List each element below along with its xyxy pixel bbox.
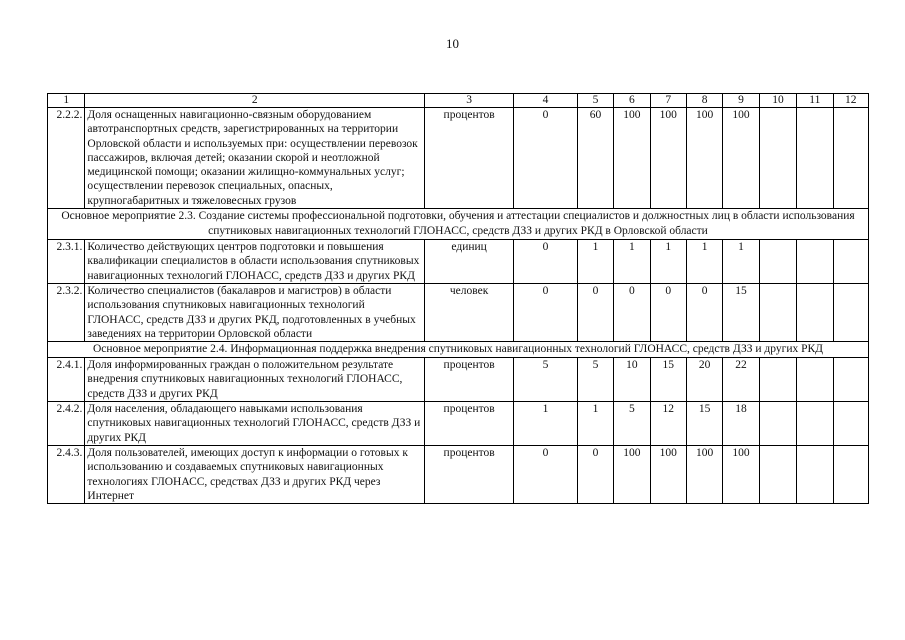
- column-header: 10: [759, 94, 796, 108]
- value-cell: 5: [614, 402, 650, 446]
- row-number: 2.3.2.: [48, 283, 85, 341]
- value-cell: 100: [650, 108, 686, 209]
- value-cell: 100: [686, 445, 722, 503]
- column-header: 6: [614, 94, 650, 108]
- value-cell: [797, 402, 833, 446]
- value-cell: [833, 445, 868, 503]
- column-header: 1: [48, 94, 85, 108]
- value-cell: [759, 445, 796, 503]
- section-row: [48, 209, 869, 240]
- value-cell: 100: [614, 445, 650, 503]
- table-row: [48, 445, 869, 503]
- value-cell: [797, 283, 833, 341]
- value-cell: 0: [614, 283, 650, 341]
- value-cell: 0: [577, 283, 613, 341]
- unit-of-measure: процентов: [425, 402, 514, 446]
- column-header: 2: [85, 94, 425, 108]
- value-cell: 0: [686, 283, 722, 341]
- unit-of-measure: процентов: [425, 108, 514, 209]
- value-cell: [833, 402, 868, 446]
- value-cell: 100: [650, 445, 686, 503]
- value-cell: 1: [686, 240, 722, 284]
- table-row: [48, 240, 869, 284]
- table-row: [48, 283, 869, 341]
- value-cell: 15: [650, 358, 686, 402]
- unit-of-measure: человек: [425, 283, 514, 341]
- value-cell: 100: [723, 445, 759, 503]
- value-cell: [797, 108, 833, 209]
- column-header: 5: [577, 94, 613, 108]
- value-cell: 5: [514, 358, 578, 402]
- value-cell: 0: [514, 445, 578, 503]
- value-cell: [833, 283, 868, 341]
- value-cell: [759, 108, 796, 209]
- value-cell: [797, 445, 833, 503]
- value-cell: 0: [514, 108, 578, 209]
- column-header: 7: [650, 94, 686, 108]
- column-header: 11: [797, 94, 833, 108]
- unit-of-measure: процентов: [425, 358, 514, 402]
- table-row: [48, 358, 869, 402]
- value-cell: 22: [723, 358, 759, 402]
- unit-of-measure: процентов: [425, 445, 514, 503]
- table-row: [48, 108, 869, 209]
- value-cell: 1: [723, 240, 759, 284]
- section-title: Основное мероприятие 2.4. Информационная поддержка внедрения спутниковых навигационных технологий ГЛОНАСС, средств ДЗЗ и других РКД: [48, 342, 869, 358]
- value-cell: 18: [723, 402, 759, 446]
- value-cell: [833, 108, 868, 209]
- column-header-row: [48, 94, 869, 108]
- value-cell: [797, 240, 833, 284]
- row-number: 2.3.1.: [48, 240, 85, 284]
- row-number: 2.4.2.: [48, 402, 85, 446]
- value-cell: 100: [723, 108, 759, 209]
- indicator-name: Количество действующих центров подготовки и повышения квалификации специалистов в области использования спутниковых навигационных технологий ГЛОНАСС, средств ДЗЗ и других РКД: [85, 240, 425, 284]
- row-number: 2.2.2.: [48, 108, 85, 209]
- value-cell: 1: [577, 402, 613, 446]
- table-row: [48, 402, 869, 446]
- value-cell: 15: [686, 402, 722, 446]
- indicator-name: Количество специалистов (бакалавров и магистров) в области использования спутниковых навигационных технологий ГЛОНАСС, средств ДЗЗ и других РКД, подготовленных в учебных заведениях на территории Орловской области: [85, 283, 425, 341]
- value-cell: 60: [577, 108, 613, 209]
- value-cell: [759, 358, 796, 402]
- indicator-name: Доля пользователей, имеющих доступ к информации о готовых к использованию и создаваемых спутниковых навигационных технологиях ГЛОНАСС, средствах ДЗЗ и других РКД через Интернет: [85, 445, 425, 503]
- column-header: 12: [833, 94, 868, 108]
- value-cell: [797, 358, 833, 402]
- indicator-name: Доля оснащенных навигационно-связным оборудованием автотранспортных средств, зарегистрированных на территории Орловской области и используемых при: осуществлении перевозок пассажиров, включая детей; оказании скорой и неотложной медицинской помощи; оказании жилищно-коммунальных услуг; осуществлении перевозок специальных, опасных, крупногабаритных и тяжеловесных грузов: [85, 108, 425, 209]
- value-cell: [759, 402, 796, 446]
- value-cell: 10: [614, 358, 650, 402]
- value-cell: 0: [514, 240, 578, 284]
- value-cell: 1: [577, 240, 613, 284]
- page-number: 10: [446, 36, 459, 51]
- value-cell: 15: [723, 283, 759, 341]
- value-cell: 0: [650, 283, 686, 341]
- value-cell: 100: [614, 108, 650, 209]
- value-cell: 1: [514, 402, 578, 446]
- column-header: 8: [686, 94, 722, 108]
- row-number: 2.4.1.: [48, 358, 85, 402]
- indicator-name: Доля информированных граждан о положительном результате внедрения спутниковых навигационных технологий ГЛОНАСС, средств ДЗЗ и других РКД: [85, 358, 425, 402]
- indicators-table: [47, 93, 869, 504]
- value-cell: 12: [650, 402, 686, 446]
- column-header: 4: [514, 94, 578, 108]
- unit-of-measure: единиц: [425, 240, 514, 284]
- value-cell: [833, 358, 868, 402]
- value-cell: 5: [577, 358, 613, 402]
- value-cell: 20: [686, 358, 722, 402]
- value-cell: 1: [614, 240, 650, 284]
- column-header: 3: [425, 94, 514, 108]
- value-cell: [833, 240, 868, 284]
- value-cell: 1: [650, 240, 686, 284]
- value-cell: [759, 283, 796, 341]
- column-header: 9: [723, 94, 759, 108]
- value-cell: 0: [514, 283, 578, 341]
- value-cell: 0: [577, 445, 613, 503]
- row-number: 2.4.3.: [48, 445, 85, 503]
- value-cell: [759, 240, 796, 284]
- section-title: Основное мероприятие 2.3. Создание системы профессиональной подготовки, обучения и аттестации специалистов и должностных лиц в области использования спутниковых навигационных технологий ГЛОНАСС, средств ДЗЗ и других РКД в Орловской области: [48, 209, 869, 240]
- indicator-name: Доля населения, обладающего навыками использования спутниковых навигационных технологий ГЛОНАСС, средств ДЗЗ и других РКД: [85, 402, 425, 446]
- section-row: [48, 342, 869, 358]
- value-cell: 100: [686, 108, 722, 209]
